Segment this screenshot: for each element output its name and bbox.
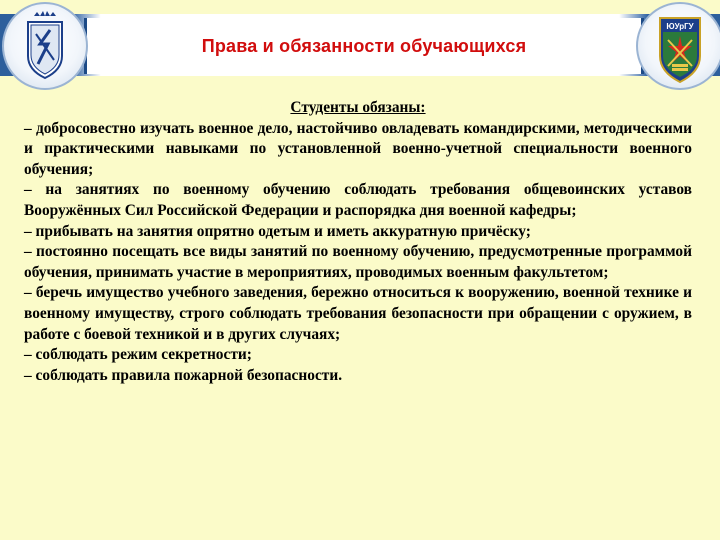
susu-shield-emblem-icon (636, 2, 720, 90)
duty-item: – соблюдать режим секретности; (24, 346, 252, 364)
duties-subtitle: Студенты обязаны: (290, 99, 426, 116)
shield-logo-text: ЮУрГУ (666, 22, 694, 31)
duty-item: – добросовестно изучать военное дело, настойчиво овладевать командирскими, методическими и практическими навыками по установленной военно-учетной специальности военного обучения; (24, 119, 692, 178)
duties-text-block (24, 98, 692, 386)
duty-item: – беречь имущество учебного заведения, бережно относиться к вооружению, военной технике и военному имуществу, строго соблюдать требования безопасности при обращении с оружием, в работе с боевой техникой и в других случаях; (24, 284, 692, 343)
duty-item: – соблюдать правила пожарной безопасности. (24, 366, 343, 384)
duty-item: – постоянно посещать все виды занятий по военному обучению, предусмотренные программой обучения, принимать участие в мероприятиях, проводимых военным факультетом; (24, 243, 692, 281)
header-title-box (84, 18, 644, 74)
duty-item: – прибывать на занятия опрятно одетым и иметь аккуратную причёску; (24, 222, 531, 240)
military-faculty-emblem-icon (2, 2, 88, 90)
page-title: Права и обязанности обучающихся (201, 35, 527, 56)
duty-item: – на занятиях по военному обучению соблюдать требования общевоинских уставов Вооружённых Сил Российской Федерации и распорядка дня военной кафедры; (24, 181, 692, 219)
